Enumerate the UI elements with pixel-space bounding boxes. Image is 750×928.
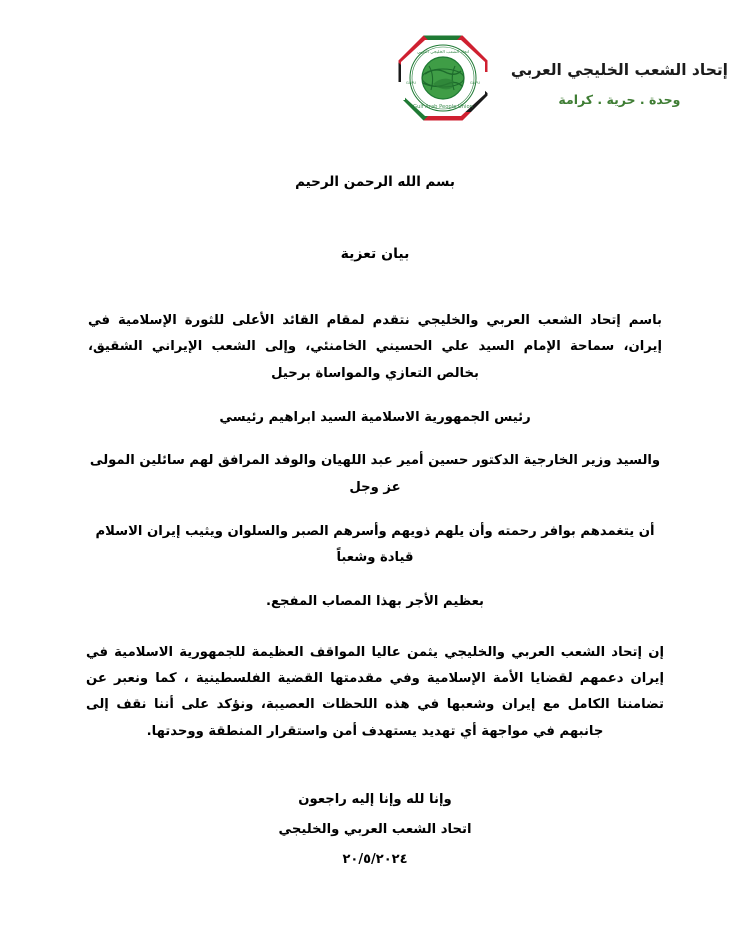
basmala: بسم الله الرحمن الرحيم	[295, 174, 455, 190]
signature-date: ٢٠/٥/٢٠٢٤	[342, 851, 408, 867]
paragraph-opening: باسم إتحاد الشعب العربي والخليجي نتقدم لمقام القائد الأعلى للثورة الإسلامية في إيران، سماحة الإمام السيد علي الحسيني الخامنئي، وإلى الشعب الإيراني الشقيق، بخالص التعازي والمواساة برحيل	[88, 312, 662, 381]
organization-name: إتحاد الشعب الخليجي العربي	[510, 61, 728, 80]
svg-text:GAPU: GAPU	[405, 81, 416, 85]
paragraph-prayer: أن يتغمدهم بوافر رحمته وأن يلهم ذويهم وأسرهم الصبر والسلوان ويثيب إيران الاسلام قيادة وشعباً	[95, 523, 655, 566]
signature-prayer: وإنا لله وإنا إليه راجعون	[298, 792, 452, 808]
svg-text:GAPU: GAPU	[469, 81, 480, 85]
paragraph-foreign-minister: والسيد وزير الخارجية الدكتور حسين أمير عبد اللهيان والوفد المرافق لهم سائلين المولى عز وجل	[89, 453, 661, 495]
signature-block	[0, 785, 750, 874]
svg-text:اتحاد الشعب الخليجي العربي: اتحاد الشعب الخليجي العربي	[416, 50, 469, 55]
organization-logo	[389, 26, 497, 130]
organization-text-block	[511, 49, 728, 106]
document-body	[0, 150, 750, 874]
letterhead	[0, 26, 750, 146]
paragraph-closing-statement: إن إتحاد الشعب العربي والخليجي يثمن عاليا المواقف العظيمة للجمهورية الاسلامية في إيران دعمهم لقضايا الأمة الإسلامية وفي مقدمتها القضية الفلسطينية ، كما ونعبر عن تضامننا الكامل مع إيران وشعبها في هذه اللحظات العصيبة، ونؤكد على أننا نقف إلى جانبهم في مواجهة أي تهديد يستهدف أمن واستقرار المنطقة ووحدتها.	[86, 644, 664, 739]
paragraph-reward: بعظيم الأجر بهذا المصاب المفجع.	[265, 593, 484, 609]
document-title: بيان تعزية	[340, 245, 410, 262]
paragraph-president: رئيس الجمهورية الاسلامية السيد ابراهيم رئيسي	[219, 409, 531, 425]
organization-motto: وحدة . حرية . كرامة	[558, 91, 681, 107]
letterhead-content	[389, 26, 728, 130]
signature-organization: اتحاد الشعب العربي والخليجي	[278, 821, 472, 837]
svg-text:Gulf Arab People Union: Gulf Arab People Union	[412, 104, 473, 110]
